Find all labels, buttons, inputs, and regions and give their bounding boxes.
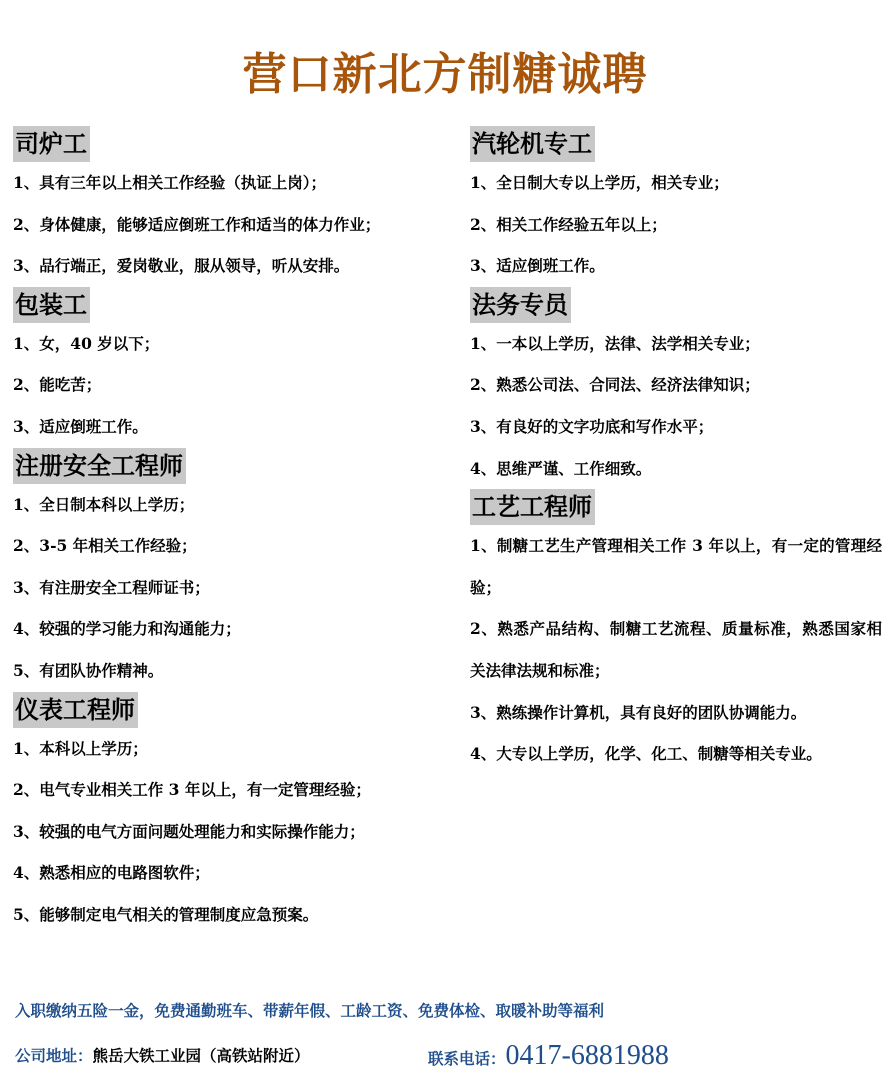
- list-item: 1、全日制大专以上学历，相关专业；: [470, 173, 729, 192]
- address: [15, 1036, 310, 1076]
- address-label: 公司地址：: [15, 1046, 93, 1065]
- left-column: [13, 126, 453, 936]
- list-item: 2、熟悉产品结构、制糖工艺流程、质量标准，熟悉国家相关法律法规和标准；: [470, 619, 882, 680]
- list-item: 1、女，40 岁以下；: [13, 333, 160, 353]
- requirement-list: [470, 323, 882, 489]
- section-heading: 仪表工程师: [13, 692, 138, 728]
- phone: [428, 1036, 669, 1079]
- section-heading: 汽轮机专工: [470, 126, 595, 162]
- section-heading: 司炉工: [13, 126, 90, 162]
- section-packer: [13, 287, 453, 448]
- list-item: 4、较强的学习能力和沟通能力；: [13, 619, 241, 639]
- requirement-list: [13, 162, 453, 287]
- list-item: 3、品行端正，爱岗敬业，服从领导，听从安排。: [13, 256, 350, 276]
- page-title: 营口新北方制糖诚聘: [242, 49, 648, 101]
- list-item: 3、较强的电气方面问题处理能力和实际操作能力；: [13, 821, 365, 841]
- list-item: 2、电气专业相关工作 3 年以上，有一定管理经验；: [13, 780, 371, 800]
- section-boiler-operator: [13, 126, 453, 287]
- section-safety-engineer: [13, 448, 453, 692]
- list-item: 1、具有三年以上相关工作经验（执证上岗）；: [13, 173, 327, 192]
- requirement-list: [13, 323, 453, 448]
- list-item: 4、熟悉相应的电路图软件；: [13, 863, 210, 883]
- section-legal-specialist: [470, 287, 882, 489]
- section-process-engineer: [470, 489, 882, 775]
- list-item: 3、熟练操作计算机，具有良好的团队协调能力。: [470, 702, 807, 722]
- section-heading: 法务专员: [470, 287, 571, 323]
- list-item: 4、思维严谨、工作细致。: [470, 458, 652, 478]
- phone-number[interactable]: 0417-6881988: [505, 1040, 669, 1071]
- list-item: 5、能够制定电气相关的管理制度应急预案。: [13, 904, 319, 924]
- list-item: 2、熟悉公司法、合同法、经济法律知识；: [470, 375, 760, 395]
- requirement-list: [470, 525, 882, 775]
- section-heading: 注册安全工程师: [13, 448, 186, 484]
- right-column: [470, 126, 882, 775]
- list-item: 3、有良好的文字功底和写作水平；: [470, 416, 714, 436]
- requirement-list: [13, 728, 453, 936]
- requirement-list: [13, 484, 453, 692]
- list-item: 5、有团队协作精神。: [13, 660, 164, 680]
- list-item: 1、本科以上学历；: [13, 738, 148, 758]
- list-item: 1、全日制本科以上学历；: [13, 494, 195, 514]
- list-item: 4、大专以上学历，化学、化工、制糖等相关专业。: [470, 744, 822, 764]
- requirement-list: [470, 162, 882, 287]
- address-value: 熊岳大铁工业园（高铁站附近）: [92, 1046, 310, 1065]
- list-item: 2、3-5 年相关工作经验；: [13, 536, 197, 556]
- section-heading: 包装工: [13, 287, 90, 323]
- list-item: 3、适应倒班工作。: [13, 416, 148, 436]
- phone-label: 联系电话：: [428, 1049, 506, 1068]
- section-instrument-engineer: [13, 692, 453, 936]
- section-heading: 工艺工程师: [470, 489, 595, 525]
- section-turbine-specialist: [470, 126, 882, 287]
- list-item: 2、能吃苦；: [13, 375, 102, 395]
- list-item: 1、制糖工艺生产管理相关工作 3 年以上，有一定的管理经验；: [470, 536, 882, 597]
- list-item: 2、相关工作经验五年以上；: [470, 214, 667, 234]
- list-item: 3、适应倒班工作。: [470, 256, 605, 276]
- list-item: 1、一本以上学历，法律、法学相关专业；: [470, 333, 760, 353]
- list-item: 3、有注册安全工程师证书；: [13, 577, 210, 597]
- list-item: 2、身体健康，能够适应倒班工作和适当的体力作业；: [13, 214, 381, 234]
- contact-info: [15, 1036, 885, 1076]
- benefits-text: 入职缴纳五险一金，免费通勤班车、带薪年假、工龄工资、免费体检、取暖补助等福利: [15, 1001, 605, 1020]
